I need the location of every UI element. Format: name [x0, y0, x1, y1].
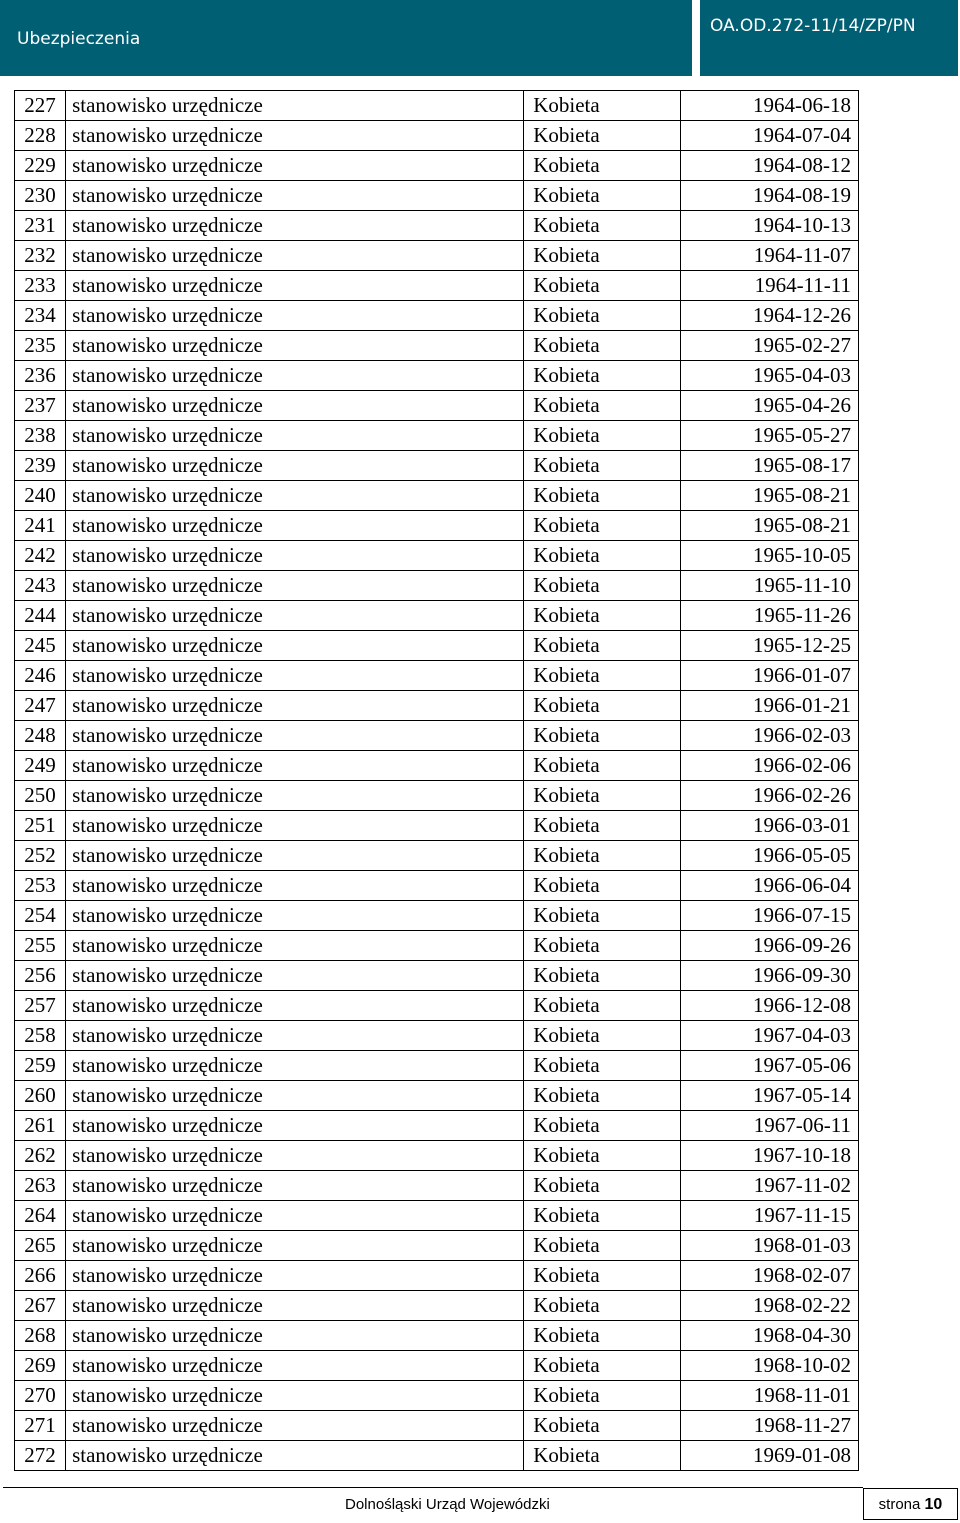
date-cell: 1966-09-30 — [680, 961, 858, 991]
gender-cell: Kobieta — [524, 1201, 680, 1231]
gender-cell: Kobieta — [524, 391, 680, 421]
row-number-cell: 246 — [15, 661, 66, 691]
table-row — [15, 1291, 859, 1321]
date-cell: 1967-05-06 — [680, 1051, 858, 1081]
row-number-cell: 234 — [15, 301, 66, 331]
table-row — [15, 841, 859, 871]
gender-cell: Kobieta — [524, 781, 680, 811]
row-number-cell: 253 — [15, 871, 66, 901]
date-cell: 1967-10-18 — [680, 1141, 858, 1171]
position-cell: stanowisko urzędnicze — [66, 991, 524, 1021]
table-row — [15, 901, 859, 931]
row-number-cell: 237 — [15, 391, 66, 421]
gender-cell: Kobieta — [524, 1021, 680, 1051]
date-cell: 1968-02-22 — [680, 1291, 858, 1321]
gender-cell: Kobieta — [524, 1381, 680, 1411]
row-number-cell: 235 — [15, 331, 66, 361]
gender-cell: Kobieta — [524, 931, 680, 961]
date-cell: 1965-08-17 — [680, 451, 858, 481]
position-cell: stanowisko urzędnicze — [66, 751, 524, 781]
date-cell: 1964-07-04 — [680, 121, 858, 151]
table-row — [15, 691, 859, 721]
row-number-cell: 258 — [15, 1021, 66, 1051]
row-number-cell: 240 — [15, 481, 66, 511]
date-cell: 1964-11-11 — [680, 271, 858, 301]
row-number-cell: 270 — [15, 1381, 66, 1411]
gender-cell: Kobieta — [524, 361, 680, 391]
position-cell: stanowisko urzędnicze — [66, 1201, 524, 1231]
date-cell: 1967-05-14 — [680, 1081, 858, 1111]
position-cell: stanowisko urzędnicze — [66, 1081, 524, 1111]
table-row — [15, 241, 859, 271]
date-cell: 1969-01-08 — [680, 1441, 858, 1471]
position-cell: stanowisko urzędnicze — [66, 571, 524, 601]
date-cell: 1967-04-03 — [680, 1021, 858, 1051]
table-row — [15, 1261, 859, 1291]
position-cell: stanowisko urzędnicze — [66, 601, 524, 631]
row-number-cell: 241 — [15, 511, 66, 541]
position-cell: stanowisko urzędnicze — [66, 181, 524, 211]
date-cell: 1968-02-07 — [680, 1261, 858, 1291]
row-number-cell: 257 — [15, 991, 66, 1021]
row-number-cell: 262 — [15, 1141, 66, 1171]
page-header — [0, 0, 960, 76]
position-cell: stanowisko urzędnicze — [66, 1231, 524, 1261]
position-cell: stanowisko urzędnicze — [66, 661, 524, 691]
gender-cell: Kobieta — [524, 181, 680, 211]
row-number-cell: 261 — [15, 1111, 66, 1141]
table-row — [15, 1051, 859, 1081]
date-cell: 1966-07-15 — [680, 901, 858, 931]
table-row — [15, 1381, 859, 1411]
row-number-cell: 256 — [15, 961, 66, 991]
position-cell: stanowisko urzędnicze — [66, 211, 524, 241]
table-row — [15, 271, 859, 301]
table-row — [15, 451, 859, 481]
row-number-cell: 242 — [15, 541, 66, 571]
row-number-cell: 230 — [15, 181, 66, 211]
table-row — [15, 511, 859, 541]
header-left-band — [0, 0, 692, 76]
row-number-cell: 260 — [15, 1081, 66, 1111]
table-row — [15, 961, 859, 991]
row-number-cell: 252 — [15, 841, 66, 871]
position-cell: stanowisko urzędnicze — [66, 691, 524, 721]
table-row — [15, 1111, 859, 1141]
position-cell: stanowisko urzędnicze — [66, 1261, 524, 1291]
row-number-cell: 239 — [15, 451, 66, 481]
row-number-cell: 231 — [15, 211, 66, 241]
row-number-cell: 236 — [15, 361, 66, 391]
date-cell: 1968-11-27 — [680, 1411, 858, 1441]
gender-cell: Kobieta — [524, 1111, 680, 1141]
row-number-cell: 254 — [15, 901, 66, 931]
table-row — [15, 1141, 859, 1171]
position-cell: stanowisko urzędnicze — [66, 871, 524, 901]
gender-cell: Kobieta — [524, 1351, 680, 1381]
row-number-cell: 255 — [15, 931, 66, 961]
date-cell: 1967-11-15 — [680, 1201, 858, 1231]
gender-cell: Kobieta — [524, 1231, 680, 1261]
row-number-cell: 233 — [15, 271, 66, 301]
position-cell: stanowisko urzędnicze — [66, 271, 524, 301]
date-cell: 1965-08-21 — [680, 481, 858, 511]
gender-cell: Kobieta — [524, 871, 680, 901]
gender-cell: Kobieta — [524, 301, 680, 331]
gender-cell: Kobieta — [524, 1051, 680, 1081]
footer-page-box — [863, 1488, 958, 1520]
date-cell: 1964-11-07 — [680, 241, 858, 271]
gender-cell: Kobieta — [524, 451, 680, 481]
row-number-cell: 271 — [15, 1411, 66, 1441]
row-number-cell: 266 — [15, 1261, 66, 1291]
date-cell: 1967-06-11 — [680, 1111, 858, 1141]
table-row — [15, 91, 859, 121]
gender-cell: Kobieta — [524, 331, 680, 361]
date-cell: 1966-02-06 — [680, 751, 858, 781]
table-row — [15, 361, 859, 391]
date-cell: 1968-11-01 — [680, 1381, 858, 1411]
position-cell: stanowisko urzędnicze — [66, 841, 524, 871]
header-right-band — [700, 0, 958, 76]
position-cell: stanowisko urzędnicze — [66, 301, 524, 331]
table-row — [15, 211, 859, 241]
position-cell: stanowisko urzędnicze — [66, 451, 524, 481]
position-cell: stanowisko urzędnicze — [66, 1021, 524, 1051]
date-cell: 1966-06-04 — [680, 871, 858, 901]
table-row — [15, 421, 859, 451]
row-number-cell: 227 — [15, 91, 66, 121]
position-cell: stanowisko urzędnicze — [66, 931, 524, 961]
row-number-cell: 264 — [15, 1201, 66, 1231]
table-row — [15, 631, 859, 661]
date-cell: 1965-10-05 — [680, 541, 858, 571]
gender-cell: Kobieta — [524, 1441, 680, 1471]
date-cell: 1964-10-13 — [680, 211, 858, 241]
gender-cell: Kobieta — [524, 271, 680, 301]
row-number-cell: 251 — [15, 811, 66, 841]
table-row — [15, 721, 859, 751]
position-cell: stanowisko urzędnicze — [66, 1291, 524, 1321]
date-cell: 1966-02-03 — [680, 721, 858, 751]
position-cell: stanowisko urzędnicze — [66, 1171, 524, 1201]
table-row — [15, 181, 859, 211]
gender-cell: Kobieta — [524, 751, 680, 781]
position-cell: stanowisko urzędnicze — [66, 541, 524, 571]
table-row — [15, 1321, 859, 1351]
gender-cell: Kobieta — [524, 1141, 680, 1171]
table-row — [15, 151, 859, 181]
position-cell: stanowisko urzędnicze — [66, 811, 524, 841]
table-row — [15, 931, 859, 961]
date-cell: 1965-04-26 — [680, 391, 858, 421]
date-cell: 1964-06-18 — [680, 91, 858, 121]
position-cell: stanowisko urzędnicze — [66, 241, 524, 271]
date-cell: 1965-11-10 — [680, 571, 858, 601]
gender-cell: Kobieta — [524, 841, 680, 871]
position-cell: stanowisko urzędnicze — [66, 91, 524, 121]
gender-cell: Kobieta — [524, 421, 680, 451]
table-row — [15, 1351, 859, 1381]
date-cell: 1965-11-26 — [680, 601, 858, 631]
gender-cell: Kobieta — [524, 721, 680, 751]
row-number-cell: 228 — [15, 121, 66, 151]
date-cell: 1968-10-02 — [680, 1351, 858, 1381]
footer-page-number: 10 — [924, 1496, 943, 1513]
position-cell: stanowisko urzędnicze — [66, 481, 524, 511]
table-row — [15, 1201, 859, 1231]
position-cell: stanowisko urzędnicze — [66, 1111, 524, 1141]
position-cell: stanowisko urzędnicze — [66, 361, 524, 391]
gender-cell: Kobieta — [524, 901, 680, 931]
position-cell: stanowisko urzędnicze — [66, 901, 524, 931]
footer-organization: Dolnośląski Urząd Wojewódzki — [345, 1496, 550, 1513]
records-table-body — [15, 91, 859, 1471]
row-number-cell: 232 — [15, 241, 66, 271]
row-number-cell: 238 — [15, 421, 66, 451]
date-cell: 1966-02-26 — [680, 781, 858, 811]
position-cell: stanowisko urzędnicze — [66, 721, 524, 751]
gender-cell: Kobieta — [524, 511, 680, 541]
position-cell: stanowisko urzędnicze — [66, 781, 524, 811]
position-cell: stanowisko urzędnicze — [66, 1051, 524, 1081]
table-row — [15, 991, 859, 1021]
gender-cell: Kobieta — [524, 91, 680, 121]
gender-cell: Kobieta — [524, 961, 680, 991]
date-cell: 1966-05-05 — [680, 841, 858, 871]
gender-cell: Kobieta — [524, 1291, 680, 1321]
gender-cell: Kobieta — [524, 661, 680, 691]
gender-cell: Kobieta — [524, 571, 680, 601]
position-cell: stanowisko urzędnicze — [66, 1411, 524, 1441]
table-row — [15, 1171, 859, 1201]
row-number-cell: 265 — [15, 1231, 66, 1261]
position-cell: stanowisko urzędnicze — [66, 421, 524, 451]
position-cell: stanowisko urzędnicze — [66, 511, 524, 541]
date-cell: 1966-12-08 — [680, 991, 858, 1021]
row-number-cell: 244 — [15, 601, 66, 631]
table-row — [15, 811, 859, 841]
row-number-cell: 268 — [15, 1321, 66, 1351]
date-cell: 1965-02-27 — [680, 331, 858, 361]
footer-divider — [3, 1487, 863, 1488]
date-cell: 1968-01-03 — [680, 1231, 858, 1261]
position-cell: stanowisko urzędnicze — [66, 1441, 524, 1471]
gender-cell: Kobieta — [524, 211, 680, 241]
date-cell: 1964-12-26 — [680, 301, 858, 331]
table-row — [15, 781, 859, 811]
table-row — [15, 751, 859, 781]
header-document-reference: OA.OD.272-11/14/ZP/PN — [710, 16, 916, 36]
date-cell: 1966-01-07 — [680, 661, 858, 691]
gender-cell: Kobieta — [524, 631, 680, 661]
table-row — [15, 1231, 859, 1261]
gender-cell: Kobieta — [524, 151, 680, 181]
footer-page-label: strona — [878, 1496, 921, 1513]
records-table — [14, 90, 859, 1471]
date-cell: 1965-04-03 — [680, 361, 858, 391]
position-cell: stanowisko urzędnicze — [66, 1351, 524, 1381]
date-cell: 1965-08-21 — [680, 511, 858, 541]
gender-cell: Kobieta — [524, 541, 680, 571]
date-cell: 1964-08-19 — [680, 181, 858, 211]
gender-cell: Kobieta — [524, 241, 680, 271]
table-row — [15, 331, 859, 361]
table-row — [15, 301, 859, 331]
row-number-cell: 267 — [15, 1291, 66, 1321]
table-row — [15, 1411, 859, 1441]
row-number-cell: 259 — [15, 1051, 66, 1081]
position-cell: stanowisko urzędnicze — [66, 1321, 524, 1351]
position-cell: stanowisko urzędnicze — [66, 151, 524, 181]
gender-cell: Kobieta — [524, 121, 680, 151]
table-row — [15, 571, 859, 601]
row-number-cell: 249 — [15, 751, 66, 781]
table-row — [15, 661, 859, 691]
gender-cell: Kobieta — [524, 991, 680, 1021]
date-cell: 1966-03-01 — [680, 811, 858, 841]
row-number-cell: 248 — [15, 721, 66, 751]
gender-cell: Kobieta — [524, 691, 680, 721]
gender-cell: Kobieta — [524, 1261, 680, 1291]
gender-cell: Kobieta — [524, 481, 680, 511]
header-section-title: Ubezpieczenia — [17, 29, 141, 49]
table-row — [15, 481, 859, 511]
date-cell: 1965-05-27 — [680, 421, 858, 451]
row-number-cell: 272 — [15, 1441, 66, 1471]
position-cell: stanowisko urzędnicze — [66, 631, 524, 661]
table-row — [15, 1441, 859, 1471]
table-row — [15, 1021, 859, 1051]
position-cell: stanowisko urzędnicze — [66, 331, 524, 361]
row-number-cell: 250 — [15, 781, 66, 811]
gender-cell: Kobieta — [524, 811, 680, 841]
date-cell: 1964-08-12 — [680, 151, 858, 181]
date-cell: 1968-04-30 — [680, 1321, 858, 1351]
row-number-cell: 263 — [15, 1171, 66, 1201]
gender-cell: Kobieta — [524, 1081, 680, 1111]
table-row — [15, 541, 859, 571]
position-cell: stanowisko urzędnicze — [66, 391, 524, 421]
table-row — [15, 601, 859, 631]
gender-cell: Kobieta — [524, 1171, 680, 1201]
date-cell: 1966-09-26 — [680, 931, 858, 961]
table-row — [15, 1081, 859, 1111]
row-number-cell: 247 — [15, 691, 66, 721]
date-cell: 1965-12-25 — [680, 631, 858, 661]
gender-cell: Kobieta — [524, 601, 680, 631]
gender-cell: Kobieta — [524, 1411, 680, 1441]
row-number-cell: 243 — [15, 571, 66, 601]
gender-cell: Kobieta — [524, 1321, 680, 1351]
position-cell: stanowisko urzędnicze — [66, 1141, 524, 1171]
row-number-cell: 269 — [15, 1351, 66, 1381]
row-number-cell: 229 — [15, 151, 66, 181]
table-row — [15, 391, 859, 421]
table-row — [15, 121, 859, 151]
row-number-cell: 245 — [15, 631, 66, 661]
position-cell: stanowisko urzędnicze — [66, 1381, 524, 1411]
position-cell: stanowisko urzędnicze — [66, 961, 524, 991]
date-cell: 1966-01-21 — [680, 691, 858, 721]
date-cell: 1967-11-02 — [680, 1171, 858, 1201]
position-cell: stanowisko urzędnicze — [66, 121, 524, 151]
table-row — [15, 871, 859, 901]
